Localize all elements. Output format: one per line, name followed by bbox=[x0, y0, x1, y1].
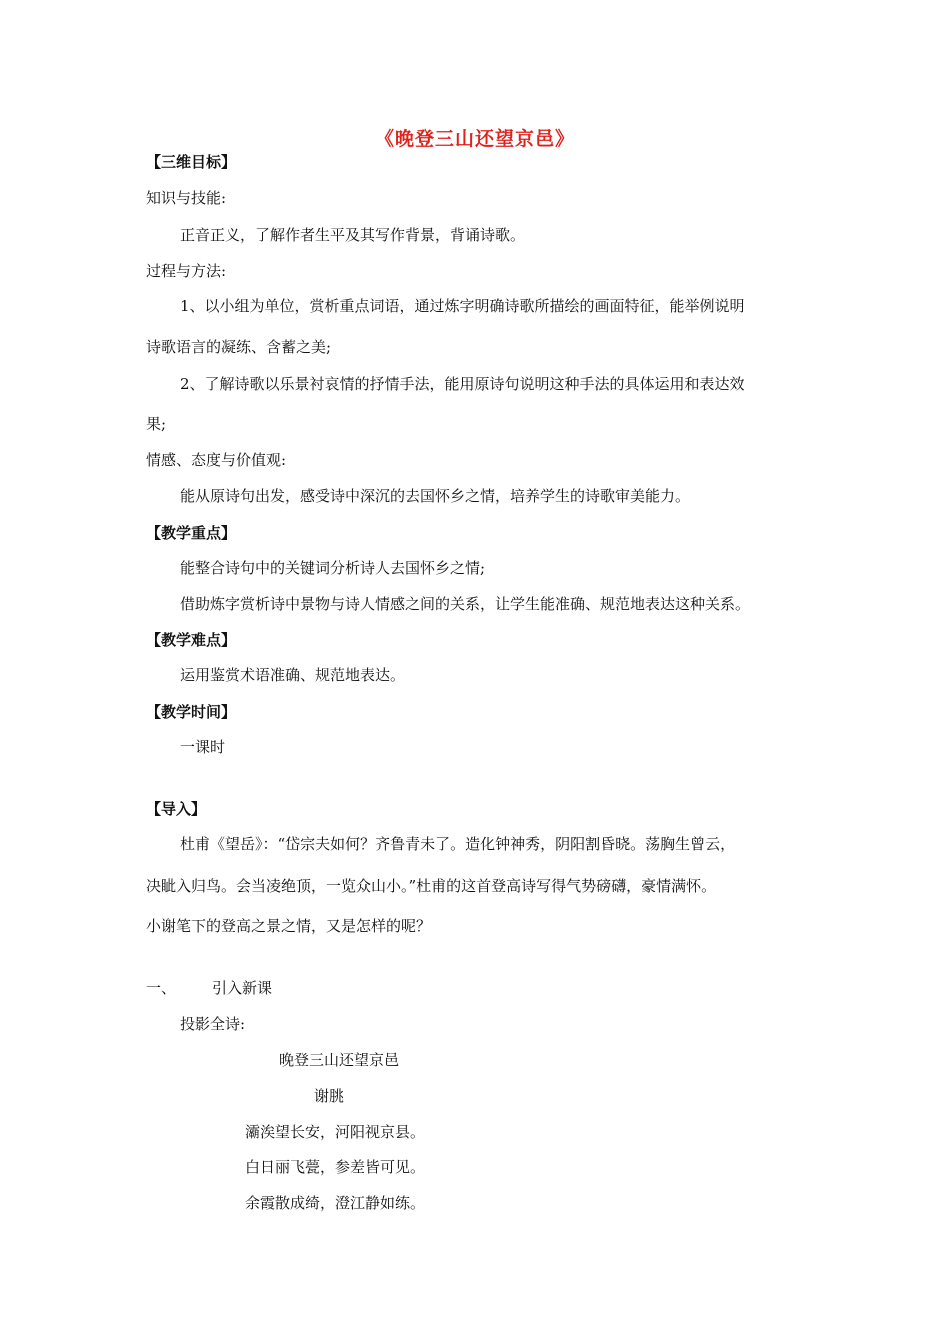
poem-line: 灞涘望长安，河阳视京县。 bbox=[245, 1123, 426, 1141]
poem-title: 晚登三山还望京邑 bbox=[279, 1051, 400, 1069]
knowledge-label: 知识与技能: bbox=[146, 189, 227, 207]
time-heading: 【教学时间】 bbox=[146, 703, 237, 721]
poem-line: 余霞散成绮，澄江静如练。 bbox=[245, 1194, 426, 1212]
projection-label: 投影全诗: bbox=[180, 1015, 246, 1033]
process-item-1-line2: 诗歌语言的凝练、含蓄之美; bbox=[146, 338, 332, 356]
process-label: 过程与方法: bbox=[146, 262, 227, 280]
time-line: 一课时 bbox=[180, 738, 226, 756]
document-title: 《晚登三山还望京邑》 bbox=[374, 128, 575, 150]
poem-author: 谢朓 bbox=[314, 1087, 345, 1105]
intro-line: 杜甫《望岳》：“岱宗夫如何？齐鲁青未了。造化钟神秀，阴阳割昏晓。荡胸生曾云， bbox=[180, 835, 736, 853]
intro-heading: 【导入】 bbox=[146, 800, 207, 818]
knowledge-text: 正音正义，了解作者生平及其写作背景，背诵诗歌。 bbox=[180, 226, 526, 244]
intro-line: 小谢笔下的登高之景之情，又是怎样的呢？ bbox=[146, 917, 432, 935]
intro-line: 决眦入归鸟。会当凌绝顶，一览众山小。”杜甫的这首登高诗写得气势磅礴，豪情满怀。 bbox=[146, 877, 717, 895]
difficulty-line: 运用鉴赏术语准确、规范地表达。 bbox=[180, 666, 406, 684]
goals-heading: 【三维目标】 bbox=[146, 153, 237, 171]
section-number: 一、 bbox=[146, 979, 177, 997]
key-point-line: 借助炼字赏析诗中景物与诗人情感之间的关系，让学生能准确、规范地表达这种关系。 bbox=[180, 595, 751, 613]
poem-line: 白日丽飞甍，参差皆可见。 bbox=[245, 1158, 426, 1176]
process-item-2-line2: 果; bbox=[146, 415, 167, 433]
emotion-label: 情感、态度与价值观: bbox=[146, 451, 287, 469]
process-item-1-line1: 1、以小组为单位，赏析重点词语，通过炼字明确诗歌所描绘的画面特征，能举例说明 bbox=[180, 297, 745, 315]
emotion-text: 能从原诗句出发，感受诗中深沉的去国怀乡之情，培养学生的诗歌审美能力。 bbox=[180, 487, 691, 505]
section-title: 引入新课 bbox=[212, 979, 273, 997]
key-points-heading: 【教学重点】 bbox=[146, 524, 237, 542]
difficulties-heading: 【教学难点】 bbox=[146, 631, 237, 649]
process-item-2-line1: 2、了解诗歌以乐景衬哀情的抒情手法，能用原诗句说明这种手法的具体运用和表达效 bbox=[180, 375, 745, 393]
key-point-line: 能整合诗句中的关键词分析诗人去国怀乡之情; bbox=[180, 559, 486, 577]
